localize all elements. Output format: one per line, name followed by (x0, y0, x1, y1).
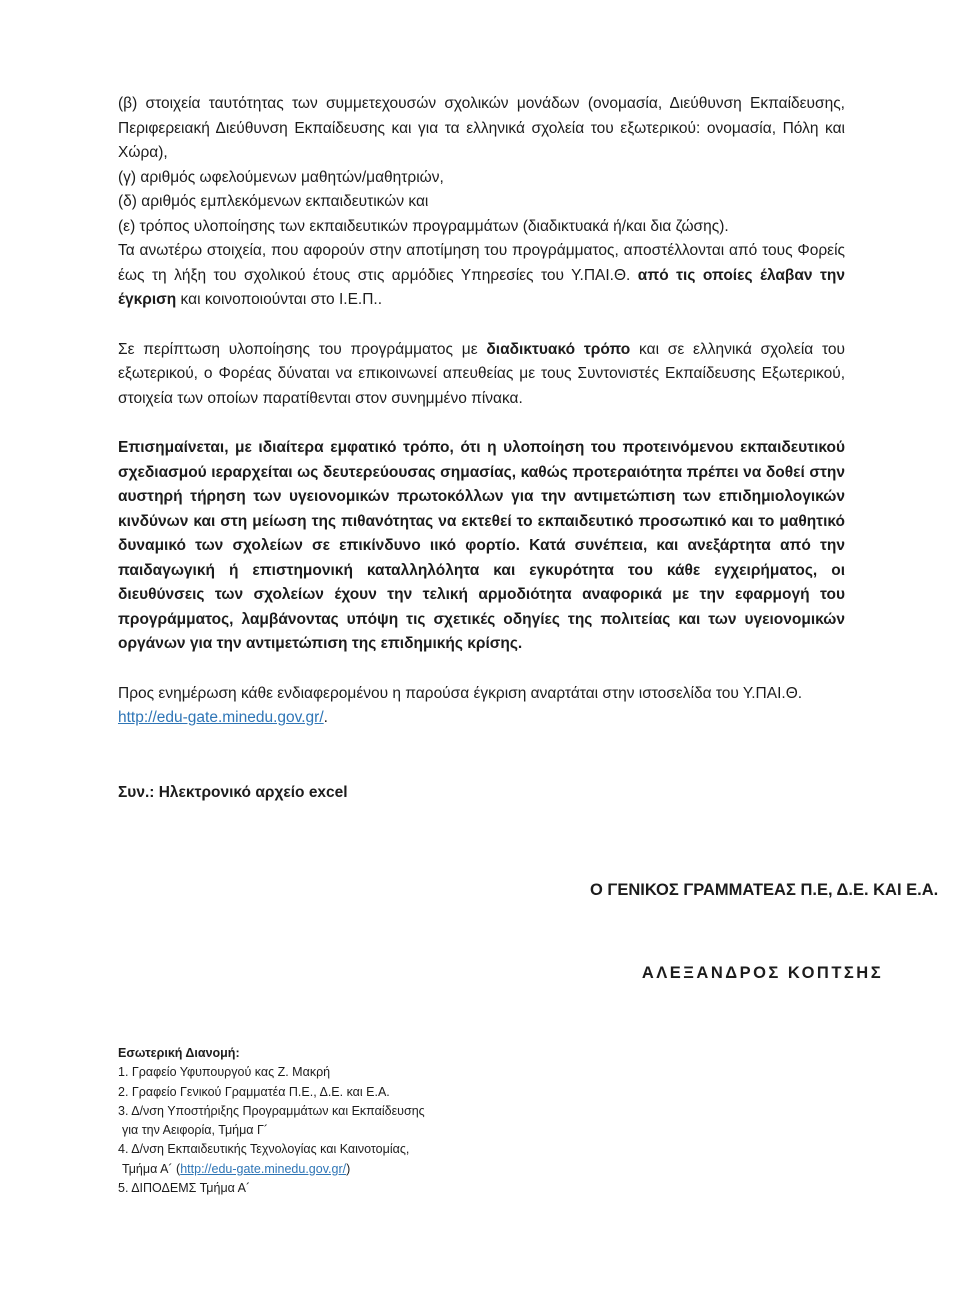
internal-distribution-list (118, 1063, 538, 1198)
text-run: Τα ανωτέρω στοιχεία, που αφορούν στην αποτίμηση του προγράμματος, αποστέλλονται από τους Φορείς έως τη λήξη του σχολικού έτους στις αρμόδιες Υπηρεσίες του Υ.ΠΑΙ.Θ. (118, 242, 845, 284)
text-run: (β) στοιχεία ταυτότητας των συμμετεχουσών σχολικών μονάδων (ονομασία, Διεύθυνση Εκπαίδευσης, Περιφερειακή Διεύθυνση Εκπαίδευσης και για τα ελληνικά σχολεία του εξωτερικού: ονομασία, Πόλη και Χώρα), (118, 95, 845, 161)
text-run: 2. Γραφείο Γενικού Γραμματέα Π.Ε., Δ.Ε. και Ε.Α. (118, 1084, 390, 1099)
text-run: 4. Δ/νση Εκπαιδευτικής Τεχνολογίας και Καινοτομίας, (118, 1142, 410, 1157)
text-run: Τμήμα Α´ ( (122, 1161, 181, 1176)
text-run: για την Αειφορία, Τμήμα Γ´ (122, 1123, 269, 1138)
text-run: Επισημαίνεται, με ιδιαίτερα εμφατικό τρόπο, ότι η υλοποίηση του προτεινόμενου εκπαιδευτικού σχεδιασμού ιεραρχείται ως δευτερεύουσας σημασίας, καθώς προτεραιότητα πρέπει να δοθεί στην αυστηρή τήρηση των υγειονομικών πρωτοκόλλων για την αντιμετώπιση των επιδημιολογικών κινδύνων και στη μείωση της πιθανότητας να εκτεθεί το εκπαιδευτικό προσωπικό και το μαθητικό δυναμικό των σχολείων σε επικίνδυνο ιικό φορτίο. Κατά συνέπεια, και ανεξάρτητα από την παιδαγωγική ή επιστημονική καταλληλόλητα και εγκυρότητα του κάθε εγχειρήματος, οι διευθύνσεις των σχολείων έχουν την τελική αρμοδιότητα αναφορικά με την εφαρμογή του προγράμματος, λαμβάνοντας υπόψη τις σχετικές οδηγίες της πολιτείας και των υγειονομικών οργάνων για την αντιμετώπιση της επιδημικής κρίσης. (118, 439, 845, 652)
paragraph (118, 338, 845, 412)
document-body (118, 92, 845, 805)
text-run: διαδικτυακό τρόπο (486, 340, 631, 358)
text-run: 1. Γραφείο Υφυπουργού κας Ζ. Μακρή (118, 1065, 331, 1080)
internal-distribution (118, 1044, 538, 1198)
signature-block (590, 878, 939, 983)
paragraph (118, 1140, 538, 1159)
paragraph (118, 1063, 538, 1082)
signatory-name: ΑΛΕΞΑΝΔΡΟΣ ΚΟΠΤΣΗΣ (641, 964, 884, 982)
paragraph (118, 190, 845, 215)
paragraph (118, 215, 845, 240)
text-run: (δ) αριθμός εμπλεκόμενων εκπαιδευτικών και (118, 193, 429, 210)
hyperlink[interactable]: http://edu-gate.minedu.gov.gr/ (118, 709, 324, 726)
internal-distribution-heading: Εσωτερική Διανομή: (118, 1046, 240, 1060)
text-run: και σε ελληνικά σχολεία του εξωτερικού, ο Φορέας δύναται να επικοινωνεί απευθείας με τους Συντονιστές Εκπαίδευσης Εξωτερικού, στοιχεία των οποίων παρατίθενται στον συνημμένο πίνακα. (118, 340, 846, 407)
text-run: Συν.: Ηλεκτρονικό αρχείο excel (118, 783, 348, 801)
text-run: 5. ΔΙΠΟΔΕΜΣ Τμήμα Α´ (118, 1181, 251, 1196)
text-run: ) (346, 1161, 351, 1176)
paragraph (118, 1179, 538, 1198)
text-run: Προς ενημέρωση κάθε ενδιαφερομένου η παρούσα έγκριση αναρτάται στην ιστοσελίδα του Υ.ΠΑΙ.Θ. (118, 684, 803, 702)
paragraph (118, 1083, 538, 1102)
text-run: 3. Δ/νση Υποστήριξης Προγραμμάτων και Εκπαίδευσης (118, 1103, 425, 1118)
paragraph (118, 92, 845, 166)
paragraph (118, 436, 845, 657)
text-run: Σε περίπτωση υλοποίησης του προγράμματος με (118, 340, 487, 358)
text-run: από τις οποίες έλαβαν την έγκριση (118, 266, 846, 308)
signatory-title: Ο ΓΕΝΙΚΟΣ ΓΡΑΜΜΑΤΕΑΣ Π.Ε, Δ.Ε. ΚΑΙ Ε.Α. (590, 881, 939, 899)
text-run: και κοινοποιούνται στο Ι.Ε.Π.. (176, 291, 383, 308)
text-run: (γ) αριθμός ωφελούμενων μαθητών/μαθητριών, (118, 168, 444, 186)
paragraph (118, 1102, 538, 1121)
paragraph (118, 781, 845, 806)
text-run: . (323, 709, 328, 726)
paragraph (118, 1160, 538, 1179)
paragraph (118, 239, 845, 313)
hyperlink[interactable]: http://edu-gate.minedu.gov.gr/ (180, 1161, 347, 1176)
text-run: (ε) τρόπος υλοποίησης των εκπαιδευτικών προγραμμάτων (διαδικτυακά ή/και δια ζώσης). (118, 217, 729, 235)
paragraph (118, 1121, 538, 1140)
paragraph (118, 682, 845, 731)
paragraph (118, 166, 845, 191)
